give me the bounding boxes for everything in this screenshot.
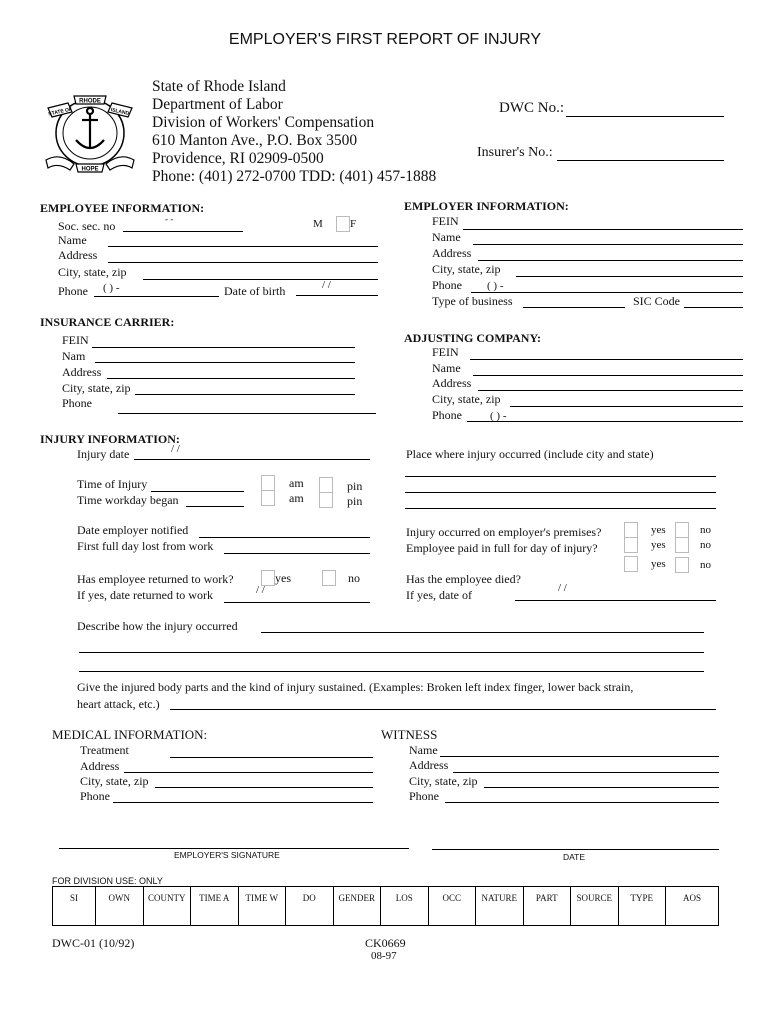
agency-phone: Phone: (401) 272-0700 TDD: (401) 457-1888 [152,168,437,185]
medical-address-label: Address [80,759,120,773]
employer-name-label: Name [432,230,461,244]
injury-time-pm-label: pin [347,479,363,493]
injury-returned-date-field[interactable] [224,602,370,603]
signature-date-field[interactable] [432,849,719,850]
employer-business-field[interactable] [523,307,625,308]
injury-time-field[interactable] [151,491,244,492]
injury-died-date-format: / / [558,582,567,594]
injury-premises-label: Injury occurred on employer's premises? [406,525,602,539]
agency-city: Providence, RI 02909-0500 [152,150,324,167]
injury-notified-label: Date employer notified [77,523,189,537]
witness-address-label: Address [409,758,449,772]
division-use-table [52,886,719,926]
signature-date-label: DATE [563,852,586,862]
division-col-nature[interactable]: NATURE [476,887,524,926]
injury-workday-pm-checkbox[interactable] [319,492,333,508]
division-col-occ[interactable]: OCC [428,887,476,926]
employee-dob-field[interactable] [296,295,378,296]
employer-signature-label: EMPLOYER'S SIGNATURE [174,850,280,860]
injury-died-no-checkbox[interactable] [675,557,689,573]
division-col-si[interactable]: SI [53,887,96,926]
employee-address-label: Address [58,248,98,262]
medical-phone-label: Phone [80,789,110,803]
seal-text-top: RHODE [79,98,101,105]
employee-phone-format: ( ) - [103,282,120,294]
injury-describe-field-2[interactable] [79,652,704,653]
employee-ssn-label: Soc. sec. no [58,219,116,233]
employer-sic-field[interactable] [684,307,743,308]
injury-returned-yes-label: yes [275,571,291,585]
seal-text-bottom: HOPE [81,166,99,173]
adjusting-city-label: City, state, zip [432,392,501,406]
injury-describe-field-1[interactable] [261,632,704,633]
adjusting-city-field[interactable] [510,406,743,407]
carrier-address-field[interactable] [107,378,355,379]
witness-phone-field[interactable] [445,802,719,803]
division-col-part[interactable]: PART [523,887,571,926]
division-col-do[interactable]: DO [286,887,334,926]
carrier-fein-label: FEIN [62,333,89,347]
employee-heading: EMPLOYEE INFORMATION: [40,201,205,215]
division-col-type[interactable]: TYPE [618,887,666,926]
medical-city-field[interactable] [155,787,373,788]
injury-paid-yes-checkbox[interactable] [624,537,638,553]
injury-died-date-label: If yes, date of [406,588,472,602]
division-use-label: FOR DIVISION USE: ONLY [52,876,163,886]
agency-state: State of Rhode Island [152,78,286,95]
carrier-name-field[interactable] [95,362,355,363]
employer-business-label: Type of business [432,294,513,308]
injury-time-am-label: am [289,476,304,490]
seal-text-left: STATE OF [47,106,73,118]
injury-premises-yes-checkbox[interactable] [624,522,638,538]
injury-body-parts-label-2: heart attack, etc.) [77,697,160,711]
division-col-county[interactable]: COUNTY [143,887,191,926]
adjusting-name-field[interactable] [473,375,743,376]
employee-name-field[interactable] [108,246,378,247]
injury-paid-no-label: no [700,539,711,551]
injury-returned-date-label: If yes, date returned to work [77,588,213,602]
employer-address-label: Address [432,246,472,260]
medical-phone-field[interactable] [113,802,373,803]
carrier-phone-label: Phone [62,396,92,410]
medical-heading: MEDICAL INFORMATION: [52,727,208,742]
injury-workday-label: Time workday began [77,493,179,507]
injury-returned-date-format: / / [256,584,265,596]
injury-premises-no-checkbox[interactable] [675,522,689,538]
medical-address-field[interactable] [124,772,373,773]
adjusting-heading: ADJUSTING COMPANY: [404,331,542,345]
injury-died-yes-label: yes [651,558,666,570]
injury-returned-no-checkbox[interactable] [322,570,336,586]
dwc-no-label: DWC No.: [499,100,564,116]
carrier-address-label: Address [62,365,102,379]
injury-body-parts-field[interactable] [170,709,716,710]
division-col-time-w[interactable]: TIME W [238,887,286,926]
form-code-2: 08-97 [371,950,397,962]
employee-male-label: M [313,218,323,230]
injury-place-field-1[interactable] [405,476,716,477]
adjusting-fein-label: FEIN [432,345,459,359]
injury-describe-field-3[interactable] [79,671,704,672]
carrier-heading: INSURANCE CARRIER: [40,315,175,329]
injury-workday-am-checkbox[interactable] [261,490,275,506]
employee-city-field[interactable] [143,279,378,280]
employee-female-checkbox[interactable] [336,216,350,232]
injury-workday-am-label: am [289,491,304,505]
injury-heading: INJURY INFORMATION: [40,432,180,446]
seal-text-right: ISLAND [110,107,130,117]
injury-date-field[interactable] [134,459,370,460]
employee-dob-format: / / [322,279,331,291]
adjusting-address-field[interactable] [478,390,743,391]
employer-phone-format: ( ) - [487,280,504,292]
employer-heading: EMPLOYER INFORMATION: [404,199,569,213]
carrier-city-field[interactable] [135,394,355,395]
employee-ssn-separators: - - [165,214,174,224]
employer-sic-label: SIC Code [633,294,681,308]
employee-name-label: Name [58,233,87,247]
employer-city-field[interactable] [516,276,743,277]
employer-phone-field[interactable] [471,292,743,293]
injury-died-yes-checkbox[interactable] [624,556,638,572]
adjusting-phone-format: ( ) - [490,410,507,422]
carrier-city-label: City, state, zip [62,381,131,395]
employer-fein-label: FEIN [432,214,459,228]
employer-address-field[interactable] [478,260,743,261]
injury-returned-no-label: no [348,571,360,585]
injury-died-no-label: no [700,559,711,571]
injury-time-pm-checkbox[interactable] [319,477,333,493]
adjusting-phone-label: Phone [432,408,462,422]
injury-time-am-checkbox[interactable] [261,475,275,491]
carrier-name-label: Nam [62,349,86,363]
injury-premises-yes-label: yes [651,524,666,536]
injury-notified-field[interactable] [199,537,370,538]
medical-treatment-label: Treatment [80,743,129,757]
witness-heading: WITNESS [381,727,438,742]
injury-paid-yes-label: yes [651,539,666,551]
division-col-aos[interactable]: AOS [666,887,719,926]
injury-first-day-field[interactable] [224,553,370,554]
agency-street: 610 Manton Ave., P.O. Box 3500 [152,132,358,149]
form-id: DWC-01 (10/92) [52,936,135,950]
employee-city-label: City, state, zip [58,265,127,279]
injury-returned-label: Has employee returned to work? [77,572,234,586]
form-code-1: CK0669 [365,936,406,950]
employee-female-label: F [350,218,357,230]
agency-department: Department of Labor [152,96,283,113]
division-col-gender[interactable]: GENDER [333,887,381,926]
division-col-own[interactable]: OWN [96,887,144,926]
injury-premises-no-label: no [700,524,711,536]
employer-fein-field[interactable] [463,229,743,230]
insurer-no-label: Insurer's No.: [477,145,553,160]
injury-paid-label: Employee paid in full for day of injury? [406,541,598,555]
adjusting-name-label: Name [432,361,461,375]
adjusting-address-label: Address [432,376,472,390]
injury-time-label: Time of Injury [77,477,148,491]
injury-date-format: / / [171,443,180,455]
injury-died-date-field[interactable] [515,600,716,601]
employer-name-field[interactable] [473,244,743,245]
rhode-island-seal-icon [40,90,140,176]
injury-date-label: Injury date [77,447,130,461]
employee-address-field[interactable] [108,262,378,263]
employee-phone-field[interactable] [94,296,219,297]
medical-city-label: City, state, zip [80,774,149,788]
employer-phone-label: Phone [432,278,462,292]
injury-place-field-2[interactable] [405,492,716,493]
adjusting-fein-field[interactable] [470,359,743,360]
division-col-time-a[interactable]: TIME A [191,887,239,926]
adjusting-phone-field[interactable] [467,421,743,422]
injury-workday-pm-label: pin [347,494,363,508]
witness-phone-label: Phone [409,789,439,803]
employee-phone-label: Phone [58,284,88,298]
employee-ssn-field[interactable] [123,231,243,232]
injury-describe-label: Describe how the injury occurred [77,619,238,633]
injury-place-field-3[interactable] [405,508,716,509]
employer-signature-field[interactable] [59,848,409,849]
agency-division: Division of Workers' Compensation [152,114,375,131]
injury-died-label: Has the employee died? [406,572,521,586]
witness-name-label: Name [409,743,438,757]
injury-first-day-label: First full day lost from work [77,539,214,553]
division-use-row [53,887,719,926]
injury-body-parts-label-1: Give the injured body parts and the kind of injury sustained. (Examples: Broken left index finger, lower back strain, [77,680,634,694]
injury-place-label: Place where injury occurred (include city and state) [406,447,654,461]
employer-city-label: City, state, zip [432,262,501,276]
injury-paid-no-checkbox[interactable] [675,537,689,553]
insurer-no-field[interactable] [557,160,724,161]
form-title: EMPLOYER'S FIRST REPORT OF INJURY [228,31,542,48]
carrier-phone-field[interactable] [118,413,376,414]
carrier-fein-field[interactable] [92,347,355,348]
medical-treatment-field[interactable] [170,757,373,758]
witness-address-field[interactable] [453,772,719,773]
employee-dob-label: Date of birth [224,284,286,298]
division-col-source[interactable]: SOURCE [571,887,619,926]
injury-workday-field[interactable] [186,506,244,507]
division-col-los[interactable]: LOS [381,887,429,926]
witness-city-label: City, state, zip [409,774,478,788]
witness-city-field[interactable] [484,787,719,788]
dwc-no-field[interactable] [566,116,724,117]
witness-name-field[interactable] [440,756,719,757]
